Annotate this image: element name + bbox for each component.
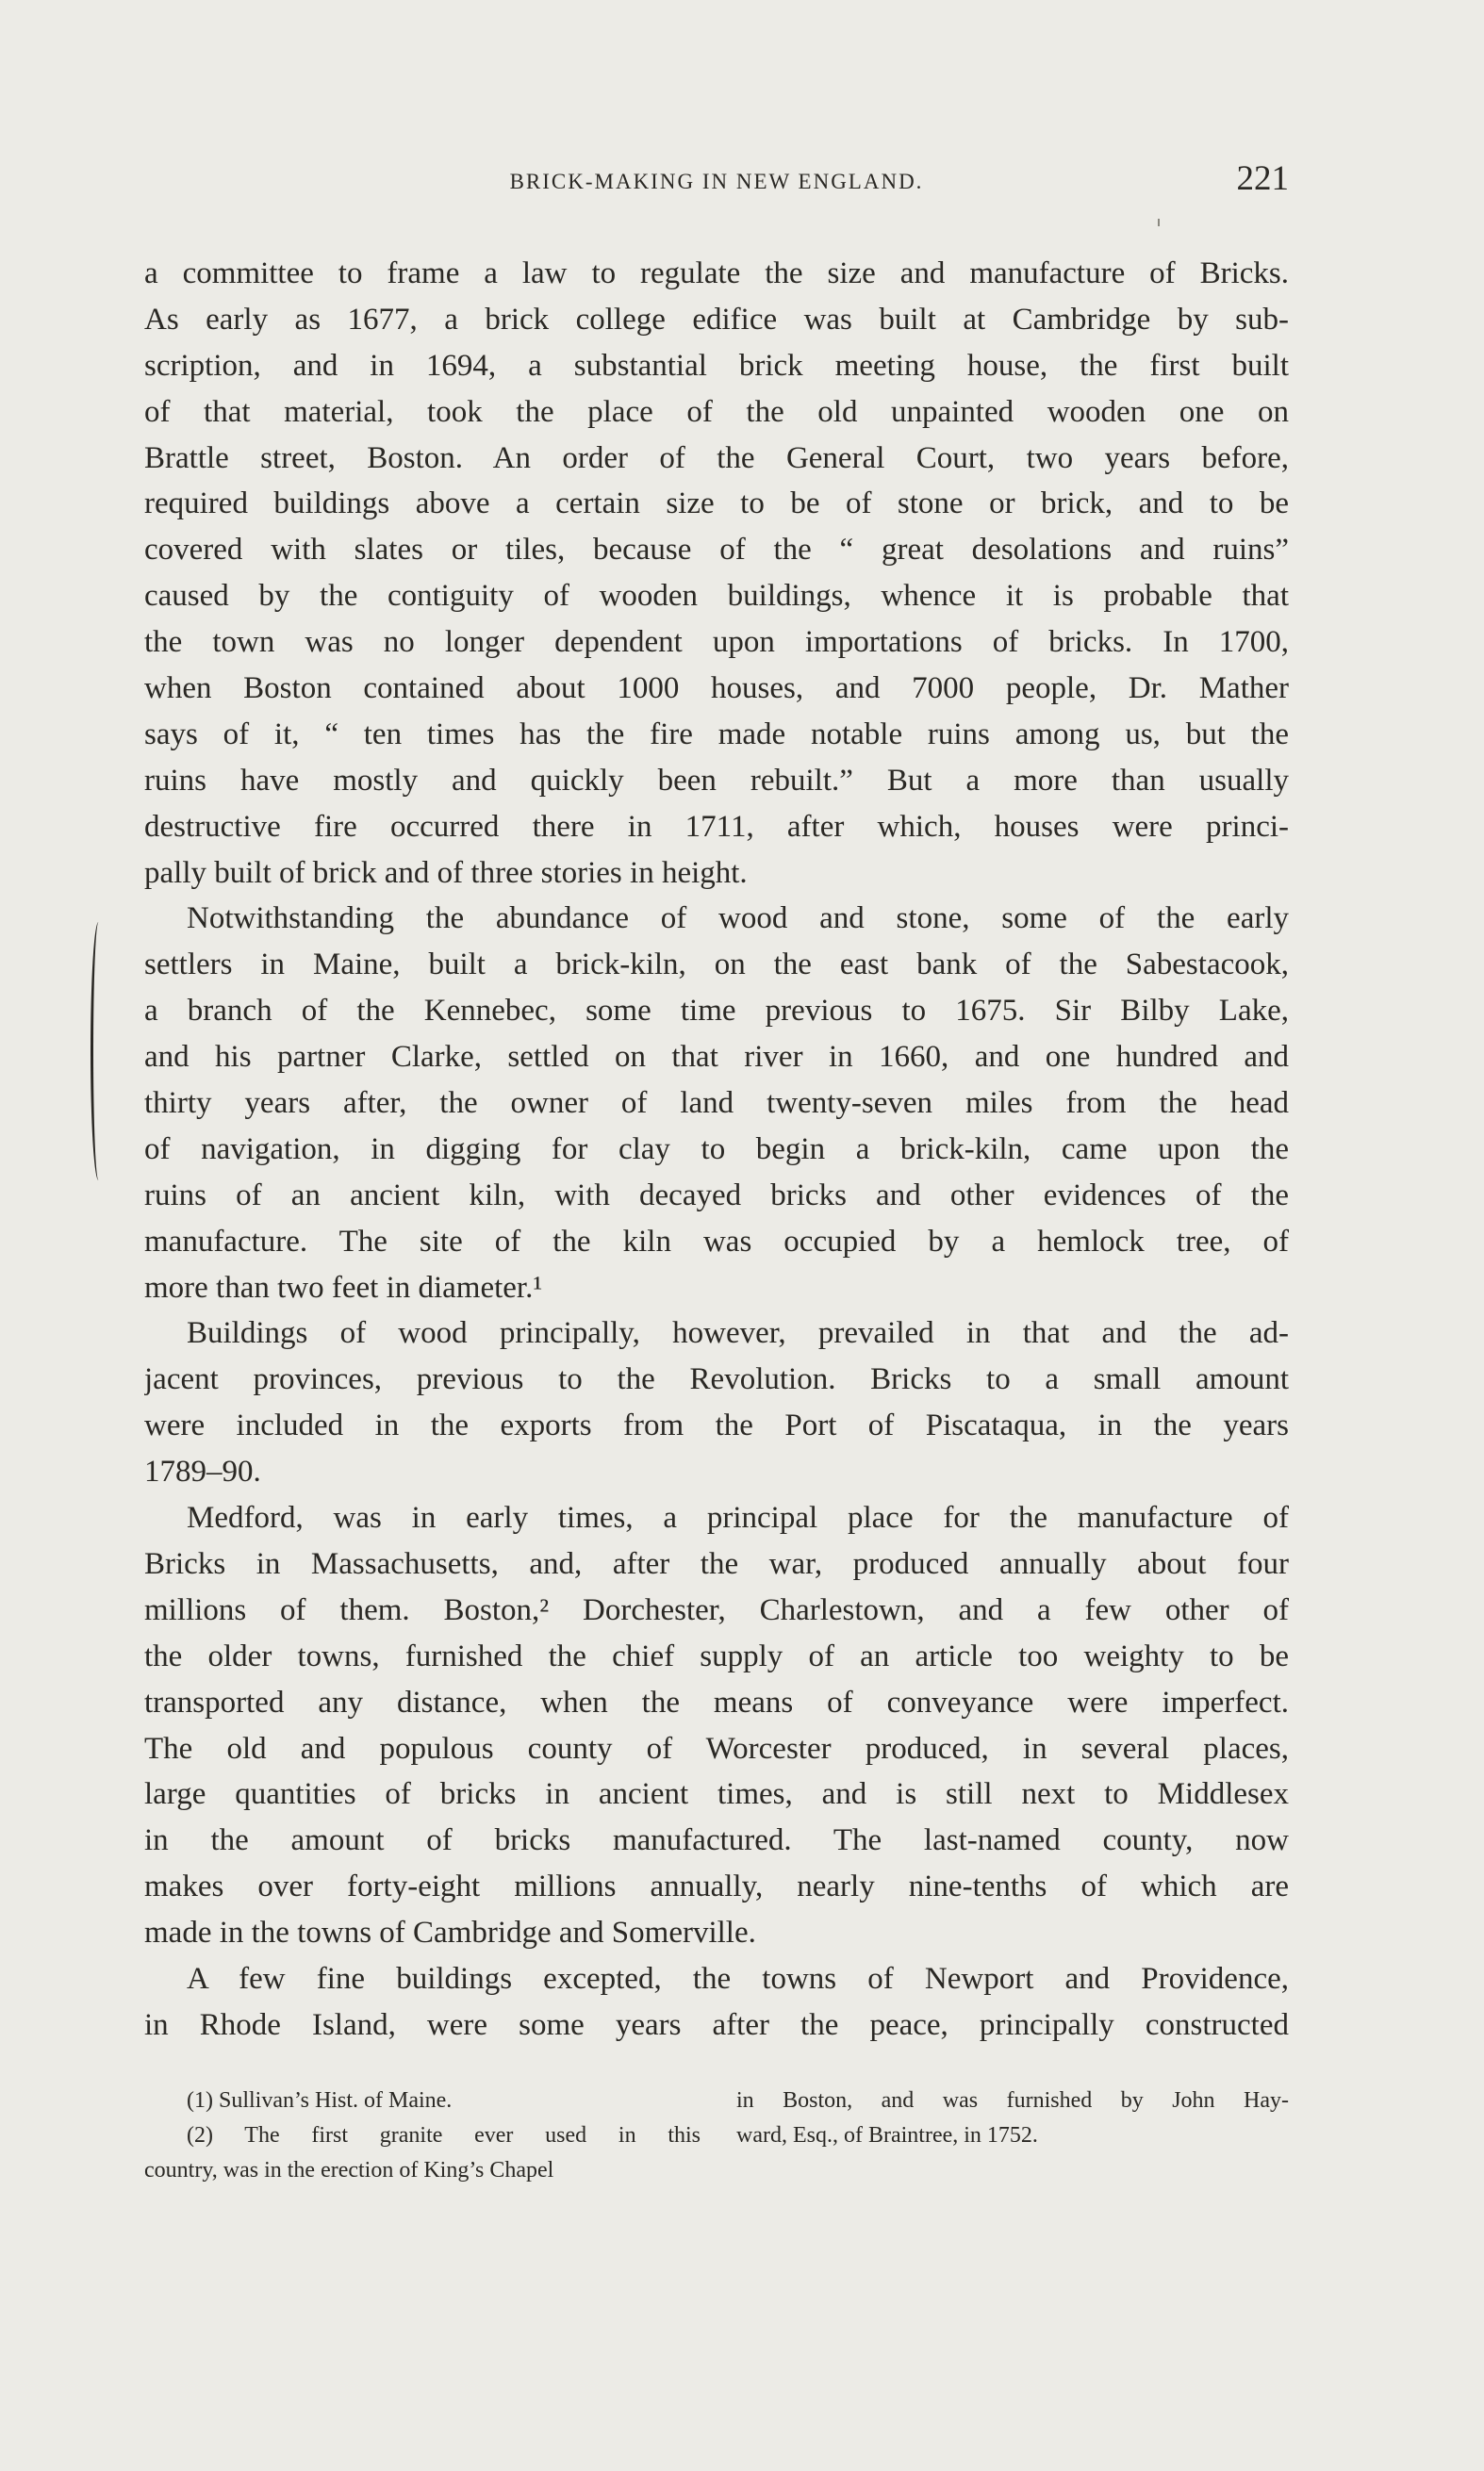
text-line: large quantities of bricks in ancient times, and is still next to Middlesex: [144, 1777, 1289, 1812]
text-line: the older towns, furnished the chief supply of an article too weighty to be: [144, 1639, 1289, 1673]
text-line: caused by the contiguity of wooden buildings, whence it is probable that: [144, 579, 1289, 614]
text-line: transported any distance, when the means of conveyance were imperfect.: [144, 1685, 1289, 1720]
text-line: Bricks in Massachusetts, and, after the war, produced annually about four: [144, 1546, 1289, 1581]
footnotes-right-column: [736, 2084, 1289, 2153]
ink-speck: [1158, 219, 1160, 226]
text-line: of navigation, in digging for clay to begin a brick-kiln, came upon the: [144, 1131, 1289, 1166]
text-line: ruins of an ancient kiln, with decayed bricks and other evidences of the: [144, 1178, 1289, 1212]
text-line: covered with slates or tiles, because of the “ great desolations and ruins”: [144, 533, 1289, 568]
text-line: thirty years after, the owner of land twenty-seven miles from the head: [144, 1086, 1289, 1121]
body-text: [144, 251, 1289, 2049]
text-line: millions of them. Boston,² Dorchester, Charlestown, and a few other of: [144, 1592, 1289, 1627]
text-line: A few fine buildings excepted, the towns of Newport and Providence,: [187, 1961, 1289, 1996]
footnote-line: country, was in the erection of King’s Chapel: [144, 2158, 554, 2183]
text-line: 1789–90.: [144, 1455, 261, 1490]
text-line: destructive fire occurred there in 1711, after which, houses were princi-: [144, 809, 1289, 844]
text-line: a committee to frame a law to regulate the size and manufacture of Bricks.: [144, 256, 1289, 290]
page-number: 221: [1236, 159, 1289, 198]
text-line: makes over forty-eight millions annually, nearly nine-tenths of which are: [144, 1870, 1289, 1904]
text-line: Notwithstanding the abundance of wood and stone, some of the early: [187, 901, 1289, 936]
footnotes-left-column: [144, 2084, 701, 2188]
text-line: scription, and in 1694, a substantial brick meeting house, the first built: [144, 348, 1289, 383]
text-line: jacent provinces, previous to the Revolution. Bricks to a small amount: [144, 1362, 1289, 1397]
text-line: a branch of the Kennebec, some time previous to 1675. Sir Bilby Lake,: [144, 994, 1289, 1029]
margin-bracket-mark: [91, 922, 107, 1180]
text-line: The old and populous county of Worcester produced, in several places,: [144, 1731, 1289, 1766]
text-line: Medford, was in early times, a principal place for the manufacture of: [187, 1501, 1289, 1536]
text-line: manufacture. The site of the kiln was occupied by a hemlock tree, of: [144, 1224, 1289, 1259]
text-line: Brattle street, Boston. An order of the General Court, two years before,: [144, 440, 1289, 475]
running-title: BRICK-MAKING IN NEW ENGLAND.: [509, 170, 924, 193]
footnote-line: (1) Sullivan’s Hist. of Maine.: [187, 2088, 453, 2113]
text-line: were included in the exports from the Port of Piscataqua, in the years: [144, 1408, 1289, 1443]
text-line: in the amount of bricks manufactured. The last-named county, now: [144, 1823, 1289, 1858]
text-line: required buildings above a certain size to be of stone or brick, and to be: [144, 486, 1289, 521]
text-line: made in the towns of Cambridge and Somerville.: [144, 1916, 756, 1951]
text-line: and his partner Clarke, settled on that river in 1660, and one hundred and: [144, 1040, 1289, 1075]
text-line: of that material, took the place of the old unpainted wooden one on: [144, 394, 1289, 429]
text-line: As early as 1677, a brick college edifice was built at Cambridge by sub-: [144, 302, 1289, 337]
page-header: [144, 158, 1289, 206]
text-line: more than two feet in diameter.¹: [144, 1270, 543, 1305]
footnote-line: in Boston, and was furnished by John Hay-: [736, 2088, 1289, 2113]
text-line: settlers in Maine, built a brick-kiln, on the east bank of the Sabestacook,: [144, 947, 1289, 982]
footnote-line: ward, Esq., of Braintree, in 1752.: [736, 2123, 1038, 2148]
text-line: ruins have mostly and quickly been rebuilt.” But a more than usually: [144, 763, 1289, 798]
text-line: says of it, “ ten times has the fire made notable ruins among us, but the: [144, 717, 1289, 751]
text-line: when Boston contained about 1000 houses, and 7000 people, Dr. Mather: [144, 671, 1289, 706]
text-line: in Rhode Island, were some years after the peace, principally constructed: [144, 2007, 1289, 2042]
text-line: Buildings of wood principally, however, prevailed in that and the ad-: [187, 1316, 1289, 1351]
footnote-line: (2) The first granite ever used in this: [187, 2123, 701, 2148]
text-line: the town was no longer dependent upon importations of bricks. In 1700,: [144, 625, 1289, 660]
text-line: pally built of brick and of three stories in height.: [144, 855, 748, 890]
